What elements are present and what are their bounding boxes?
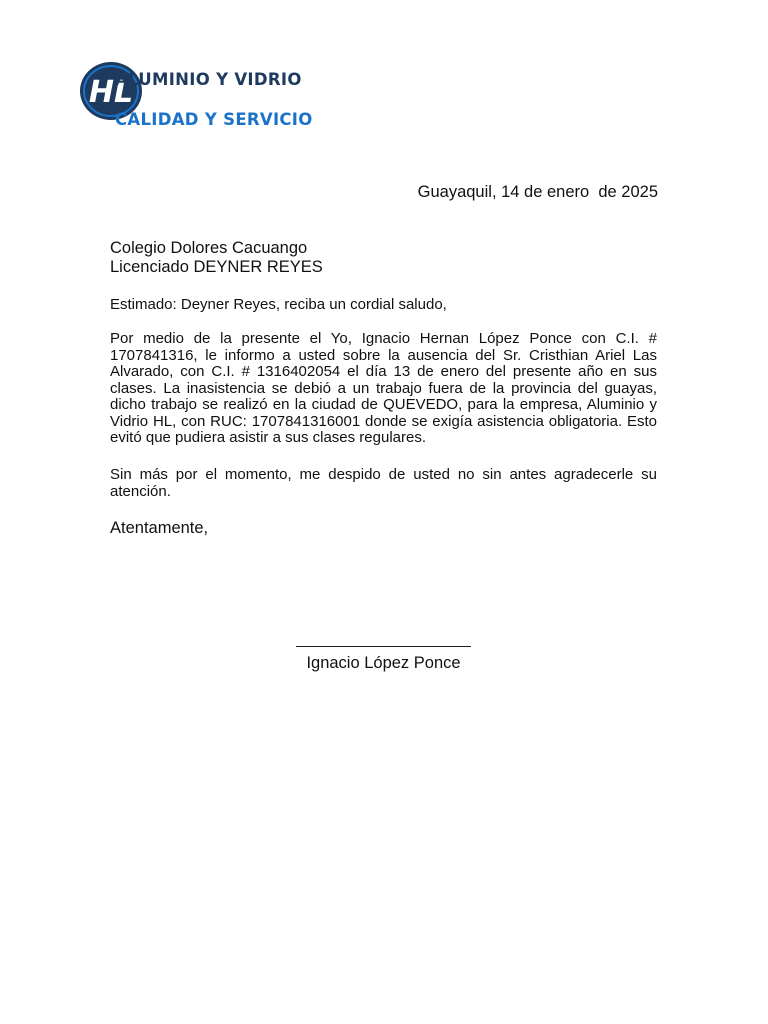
recipient-institution: Colegio Dolores Cacuango (110, 239, 308, 257)
closing: Atentamente, (110, 519, 209, 537)
logo-letters: HL (88, 75, 134, 110)
body-paragraph: Por medio de la presente el Yo, Ignacio Hernan López Ponce con C.I. # 1707841316, le informo a usted sobre la ausencia del Sr. Cristhian Ariel Las Alvarado, con C.I. # 1316402054 el día 13 de enero del presente año en sus clases. La inasistencia se debió a un trabajo fuera de la provincia del guayas, dicho trabajo se realizó en la ciudad de QUEVEDO, para la empresa, Aluminio y Vidrio HL, con RUC: 1707841316001 donde se exigía asistencia obligatoria. Esto evitó que pudiera asistir a sus clases regulares. (110, 330, 657, 446)
signature-line (296, 646, 471, 647)
signature-name: Ignacio López Ponce (306, 654, 461, 672)
company-slogan: CALIDAD Y SERVICIO (115, 110, 313, 129)
letter-date: Guayaquil, 14 de enero de 2025 (417, 183, 658, 201)
greeting: Estimado: Deyner Reyes, reciba un cordial saludo, (110, 296, 447, 313)
body-paragraph: Sin más por el momento, me despido de usted no sin antes agradecerle su atención. (110, 466, 657, 500)
recipient-name: Licenciado DEYNER REYES (110, 258, 323, 276)
recipient-block (110, 239, 323, 277)
company-name: ALUMINIO Y VIDRIO (115, 70, 302, 89)
